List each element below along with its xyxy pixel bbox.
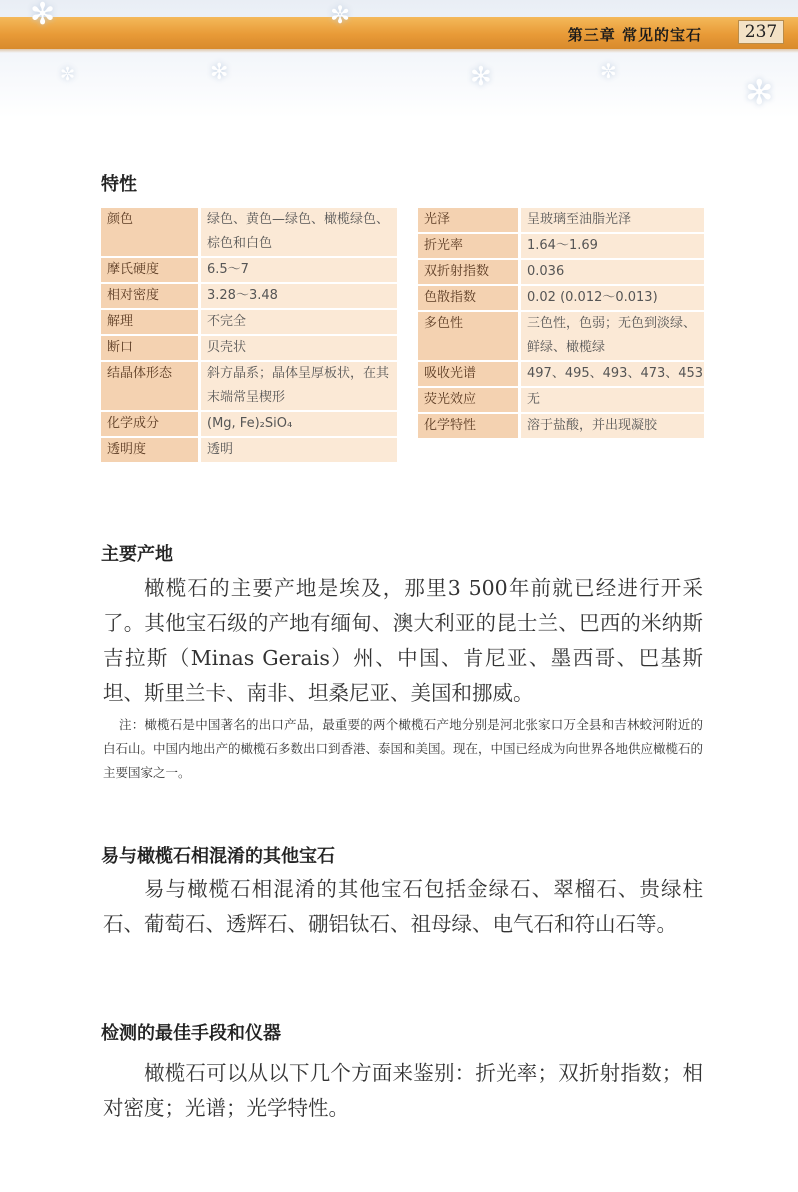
- properties-table-right: [418, 208, 704, 440]
- property-label: 光泽: [418, 208, 521, 234]
- snowflake-icon: ✻: [30, 0, 56, 32]
- detection-paragraph: 橄榄石可以从以下几个方面来鉴别：折光率；双折射指数；相对密度；光谱；光学特性。: [103, 1061, 703, 1120]
- snowflake-icon: ✻: [745, 73, 774, 113]
- origin-paragraph: 橄榄石的主要产地是埃及，那里3 500年前就已经进行开采了。其他宝石级的产地有缅甸、澳大利亚的昆士兰、巴西的米纳斯吉拉斯（Minas Gerais）州、中国、肯尼亚、墨西哥、巴基斯坦、斯里兰卡、南非、坦桑尼亚、美国和挪威。: [103, 576, 703, 705]
- table-row: [101, 310, 397, 336]
- origin-heading: 主要产地: [101, 544, 173, 565]
- snowflake-icon: ✻: [470, 62, 492, 92]
- property-value: 1.64～1.69: [521, 234, 704, 260]
- property-value: 透明: [201, 438, 397, 464]
- page-header: [0, 0, 798, 118]
- confusion-heading: 易与橄榄石相混淆的其他宝石: [101, 846, 335, 867]
- property-label: 多色性: [418, 312, 521, 362]
- property-label: 相对密度: [101, 284, 201, 310]
- table-row: [101, 284, 397, 310]
- property-label: 摩氏硬度: [101, 258, 201, 284]
- table-row: [418, 286, 704, 312]
- property-value: 0.02 (0.012～0.013): [521, 286, 704, 312]
- snowflake-icon: ✻: [210, 60, 229, 85]
- table-row: [418, 388, 704, 414]
- table-row: [418, 414, 704, 440]
- property-label: 化学特性: [418, 414, 521, 440]
- properties-table-left: [101, 208, 397, 464]
- property-label: 吸收光谱: [418, 362, 521, 388]
- table-row: [418, 312, 704, 362]
- confusion-paragraph: 易与橄榄石相混淆的其他宝石包括金绿石、翠榴石、贵绿柱石、葡萄石、透辉石、硼铝钛石、祖母绿、电气石和符山石等。: [103, 877, 703, 936]
- table-row: [101, 336, 397, 362]
- chapter-title: 第三章 常见的宝石: [567, 26, 702, 44]
- table-row: [418, 362, 704, 388]
- table-row: [418, 260, 704, 286]
- property-value: 三色性，色弱；无色到淡绿、鲜绿、橄榄绿: [521, 312, 704, 362]
- property-label: 透明度: [101, 438, 201, 464]
- property-value: 无: [521, 388, 704, 414]
- property-label: 化学成分: [101, 412, 201, 438]
- property-value: 497、495、493、473、453: [521, 362, 704, 388]
- page-number: 237: [738, 20, 784, 44]
- property-label: 荧光效应: [418, 388, 521, 414]
- property-label: 断口: [101, 336, 201, 362]
- property-label: 色散指数: [418, 286, 521, 312]
- table-row: [418, 234, 704, 260]
- snowflake-icon: ✼: [330, 1, 351, 29]
- table-row: [101, 438, 397, 464]
- property-value: 呈玻璃至油脂光泽: [521, 208, 704, 234]
- table-row: [101, 258, 397, 284]
- property-value: 贝壳状: [201, 336, 397, 362]
- property-label: 折光率: [418, 234, 521, 260]
- table-row: [101, 208, 397, 258]
- property-label: 颜色: [101, 208, 201, 258]
- property-value: (Mg, Fe)₂SiO₄: [201, 412, 397, 438]
- origin-note: 注：橄榄石是中国著名的出口产品，最重要的两个橄榄石产地分别是河北张家口万全县和吉林蛟河附近的白石山。中国内地出产的橄榄石多数出口到香港、泰国和美国。现在，中国已经成为向世界各地供应橄榄石的主要国家之一。: [103, 717, 704, 780]
- property-label: 结晶体形态: [101, 362, 201, 412]
- property-value: 溶于盐酸，并出现凝胶: [521, 414, 704, 440]
- snowflake-icon: ✼: [60, 64, 76, 85]
- property-value: 3.28～3.48: [201, 284, 397, 310]
- table-row: [418, 208, 704, 234]
- property-value: 0.036: [521, 260, 704, 286]
- property-value: 绿色、黄色—绿色、橄榄绿色、棕色和白色: [201, 208, 397, 258]
- table-row: [101, 412, 397, 438]
- snowflake-icon: ✼: [600, 59, 617, 83]
- property-value: 斜方晶系；晶体呈厚板状，在其末端常呈楔形: [201, 362, 397, 412]
- detection-heading: 检测的最佳手段和仪器: [101, 1023, 281, 1044]
- property-value: 不完全: [201, 310, 397, 336]
- property-value: 6.5～7: [201, 258, 397, 284]
- property-label: 双折射指数: [418, 260, 521, 286]
- property-label: 解理: [101, 310, 201, 336]
- properties-heading: 特性: [101, 174, 137, 195]
- table-row: [101, 362, 397, 412]
